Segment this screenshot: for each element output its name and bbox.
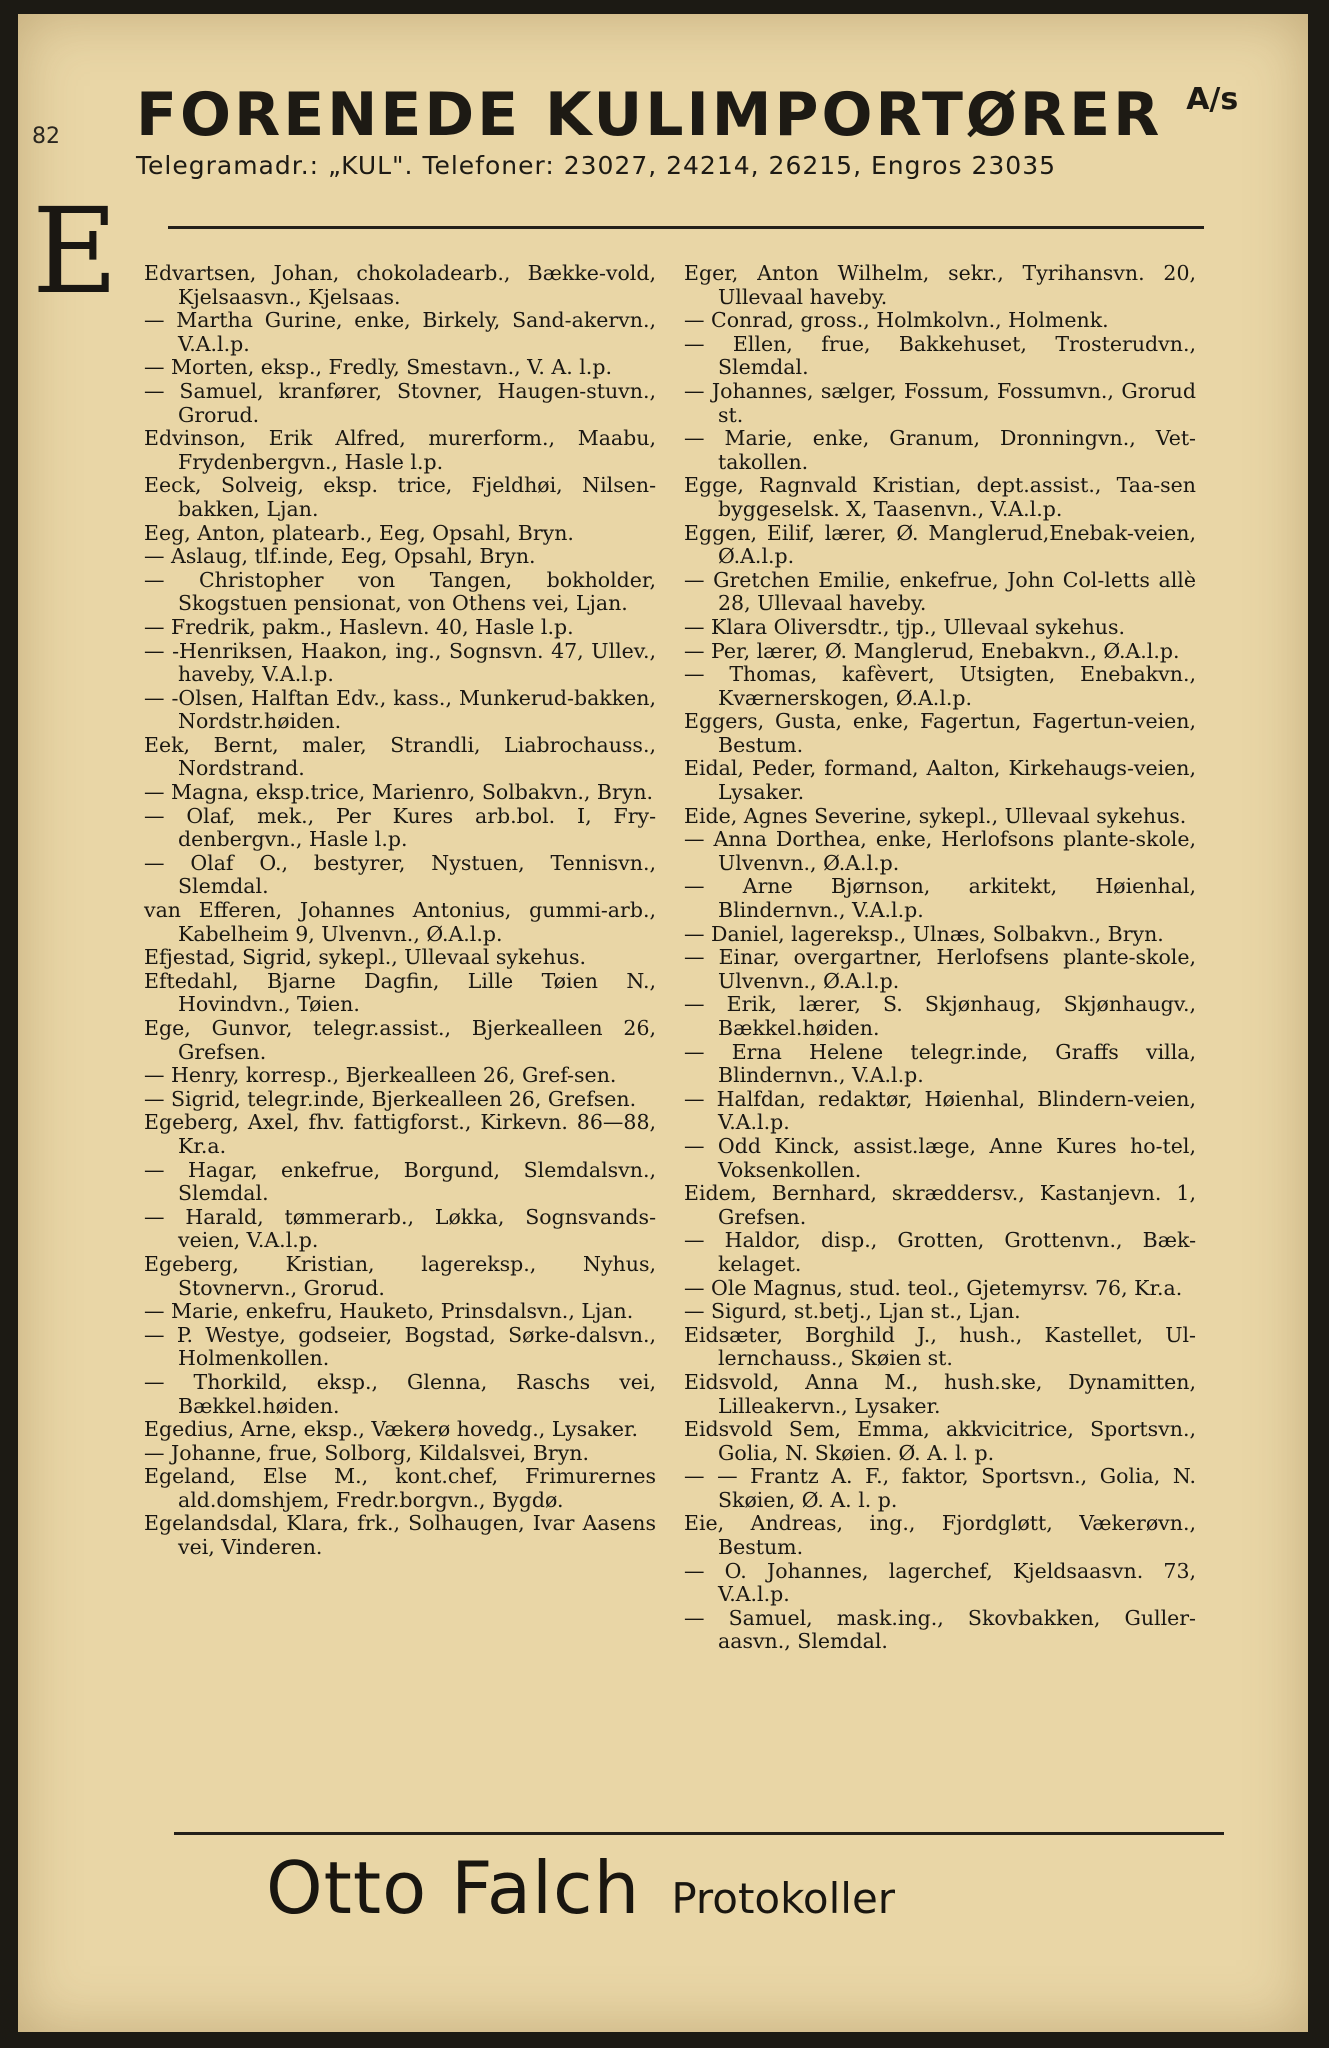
directory-entry: — Marie, enke, Granum, Dronningvn., Vet-takollen. <box>684 426 1196 474</box>
directory-entry: Eger, Anton Wilhelm, sekr., Tyrihansvn. 20, Ullevaal haveby. <box>684 261 1196 309</box>
directory-entry: — Fredrik, pakm., Haslevn. 40, Hasle l.p. <box>144 614 574 639</box>
directory-entry: Eeg, Anton, platearb., Eeg, Opsahl, Bryn. <box>144 520 574 545</box>
directory-entry: Egeberg, Kristian, lagereksp., Nyhus, Stovnervn., Grorud. <box>144 1251 656 1300</box>
directory-entry: Eie, Andreas, ing., Fjordgløtt, Vækerøvn., Bestum. <box>684 1511 1196 1560</box>
directory-entry: — Halfdan, redaktør, Høienhal, Blindern-veien, V.A.l.p. <box>684 1086 1196 1135</box>
directory-entry: — Arne Bjørnson, arkitekt, Høienhal, Blindernvn., V.A.l.p. <box>684 874 1196 923</box>
directory-entry: — -Olsen, Halftan Edv., kass., Munkerud-bakken, Nordstr.høiden. <box>144 685 656 734</box>
directory-entry: Eek, Bernt, maler, Strandli, Liabrochauss., Nordstrand. <box>144 732 656 781</box>
directory-entry: — Olaf O., bestyrer, Nystuen, Tennisvn., Slemdal. <box>144 850 656 899</box>
directory-entry: van Efferen, Johannes Antonius, gummi-arb., Kabelheim 9, Ulvenvn., Ø.A.l.p. <box>144 898 656 946</box>
directory-entry: — Erna Helene telegr.inde, Graffs villa, Blindernvn., V.A.l.p. <box>684 1039 1196 1088</box>
directory-entry: Egedius, Arne, eksp., Vækerø hovedg., Lysaker. <box>144 1417 639 1442</box>
directory-entry: Edvartsen, Johan, chokoladearb., Bække-vold, Kjelsaasvn., Kjelsaas. <box>144 261 656 309</box>
footer-product: Protokoller <box>671 1874 896 1923</box>
directory-entry: Eggers, Gusta, enke, Fagertun, Fagertun-veien, Bestum. <box>684 709 1196 757</box>
directory-entry: Eidsvold, Anna M., hush.ske, Dynamitten, Lilleakervn., Lysaker. <box>684 1369 1196 1418</box>
directory-entry: — Samuel, mask.ing., Skovbakken, Guller-aasvn., Slemdal. <box>684 1605 1196 1654</box>
directory-entry: — Odd Kinck, assist.læge, Anne Kures ho-tel, Voksenkollen. <box>684 1133 1196 1182</box>
directory-entry: — Sigrid, telegr.inde, Bjerkealleen 26, Grefsen. <box>144 1086 637 1111</box>
directory-entry: — Johannes, sælger, Fossum, Fossumvn., Grorud st. <box>684 378 1196 427</box>
company-suffix: A/s <box>1186 82 1239 117</box>
directory-entry: — Einar, overgartner, Herlofsens plante-skole, Ulvenvn., Ø.A.l.p. <box>684 945 1196 993</box>
directory-entry: Egeberg, Axel, fhv. fattigforst., Kirkevn. 86—88, Kr.a. <box>144 1110 656 1158</box>
page-number: 82 <box>32 124 60 149</box>
directory-entry: — Morten, eksp., Fredly, Smestavn., V. A. l.p. <box>144 355 612 380</box>
directory-entry: — — Frantz A. F., faktor, Sportsvn., Golia, N. Skøien, Ø. A. l. p. <box>684 1464 1196 1512</box>
directory-entry: Egge, Ragnvald Kristian, dept.assist., Taa-sen byggeselsk. X, Taasenvn., V.A.l.p. <box>684 473 1196 521</box>
directory-entry: — Ellen, frue, Bakkehuset, Trosterudvn., Slemdal. <box>684 331 1196 380</box>
directory-entry: Eftedahl, Bjarne Dagfin, Lille Tøien N., Hovindvn., Tøien. <box>144 968 656 1017</box>
directory-entry: — Daniel, lagereksp., Ulnæs, Solbakvn., Bryn. <box>684 921 1164 946</box>
company-name-line <box>136 80 1239 150</box>
directory-entry: — Erik, lærer, S. Skjønhaug, Skjønhaugv., Bækkel.høiden. <box>684 992 1196 1040</box>
directory-entry: — Ole Magnus, stud. teol., Gjetemyrsv. 76, Kr.a. <box>684 1275 1183 1300</box>
directory-entry: — Anna Dorthea, enke, Herlofsons plante-skole, Ulvenvn., Ø.A.l.p. <box>684 827 1196 875</box>
header-rule <box>168 226 1204 229</box>
directory-entry: — Sigurd, st.betj., Ljan st., Ljan. <box>684 1299 1021 1324</box>
right-column <box>684 262 1196 1654</box>
directory-entry: — Samuel, kranfører, Stovner, Haugen-stuvn., Grorud. <box>144 378 656 427</box>
directory-entry: Eeck, Solveig, eksp. trice, Fjeldhøi, Nilsen-bakken, Ljan. <box>144 473 656 521</box>
directory-entry: — Aslaug, tlf.inde, Eeg, Opsahl, Bryn. <box>144 544 536 569</box>
directory-entry: — Klara Oliversdtr., tjp., Ullevaal sykehus. <box>684 614 1126 639</box>
directory-entry: — Olaf, mek., Per Kures arb.bol. I, Fry-denbergvn., Hasle l.p. <box>144 803 656 852</box>
directory-entry: — Haldor, disp., Grotten, Grottenvn., Bæk-kelaget. <box>684 1228 1196 1276</box>
directory-entry: — Harald, tømmerarb., Løkka, Sognsvands-veien, V.A.l.p. <box>144 1204 656 1253</box>
directory-entry: Egelandsdal, Klara, frk., Solhaugen, Ivar Aasens vei, Vinderen. <box>144 1511 656 1560</box>
directory-entry: Eggen, Eilif, lærer, Ø. Manglerud,Enebak-veien, Ø.A.l.p. <box>684 520 1196 569</box>
directory-entry: — Conrad, gross., Holmkolvn., Holmenk. <box>684 308 1109 333</box>
directory-entry: Eidem, Bernhard, skræddersv., Kastanjevn. 1, Grefsen. <box>684 1181 1196 1229</box>
directory-entry: — Gretchen Emilie, enkefrue, John Col-letts allè 28, Ullevaal haveby. <box>684 567 1196 616</box>
directory-entry: Ege, Gunvor, telegr.assist., Bjerkealleen 26, Grefsen. <box>144 1016 656 1064</box>
directory-entry: — Marie, enkefru, Hauketo, Prinsdalsvn., Ljan. <box>144 1299 634 1324</box>
directory-entry: — Per, lærer, Ø. Manglerud, Enebakvn., Ø.A.l.p. <box>684 638 1180 663</box>
directory-entry: Edvinson, Erik Alfred, murerform., Maabu, Frydenbergvn., Hasle l.p. <box>144 426 656 474</box>
footer-advertisement <box>266 1846 895 1930</box>
directory-entry: Eide, Agnes Severine, sykepl., Ullevaal sykehus. <box>684 803 1187 828</box>
advertisement-header <box>136 80 1239 180</box>
directory-entry: — Johanne, frue, Solborg, Kildalsvei, Bryn. <box>144 1440 590 1465</box>
directory-entry: Efjestad, Sigrid, sykepl., Ullevaal sykehus. <box>144 945 587 970</box>
directory-entry: — Christopher von Tangen, bokholder, Skogstuen pensionat, von Othens vei, Ljan. <box>144 567 656 616</box>
directory-entry: — Magna, eksp.trice, Marienro, Solbakvn., Bryn. <box>144 780 654 805</box>
directory-entry: — O. Johannes, lagerchef, Kjeldsaasvn. 73, V.A.l.p. <box>684 1558 1196 1607</box>
directory-entry: — Henry, korresp., Bjerkealleen 26, Gref-sen. <box>144 1063 617 1088</box>
directory-entry: — Martha Gurine, enke, Birkely, Sand-akervn., V.A.l.p. <box>144 308 656 356</box>
directory-entry: — Hagar, enkefrue, Borgund, Slemdalsvn., Slemdal. <box>144 1157 656 1206</box>
footer-company-name: Otto Falch <box>266 1846 641 1930</box>
directory-entry: Egeland, Else M., kont.chef, Frimurernes ald.domshjem, Fredr.borgvn., Bygdø. <box>144 1464 656 1512</box>
directory-entry: — Thorkild, eksp., Glenna, Raschs vei, Bækkel.høiden. <box>144 1369 656 1418</box>
footer-rule <box>174 1832 1224 1835</box>
directory-page <box>18 14 1308 2032</box>
left-column <box>144 262 656 1560</box>
directory-entry: Eidal, Peder, formand, Aalton, Kirkehaugs-veien, Lysaker. <box>684 756 1196 805</box>
directory-entry: — -Henriksen, Haakon, ing., Sognsvn. 47, Ullev., haveby, V.A.l.p. <box>144 638 656 687</box>
company-name: FORENEDE KULIMPORTØRER <box>136 80 1163 150</box>
directory-entry: Eidsæter, Borghild J., hush., Kastellet, Ul-lernchauss., Skøien st. <box>684 1322 1196 1371</box>
directory-entry: — Thomas, kafèvert, Utsigten, Enebakvn., Kværnerskogen, Ø.A.l.p. <box>684 662 1196 710</box>
telegram-address: Telegramadr.: „KUL". Telefoner: 23027, 24214, 26215, Engros 23035 <box>136 151 1057 180</box>
section-letter: E <box>32 182 119 320</box>
directory-entry: Eidsvold Sem, Emma, akkvicitrice, Sportsvn., Golia, N. Skøien. Ø. A. l. p. <box>684 1417 1196 1465</box>
directory-entry: — P. Westye, godseier, Bogstad, Sørke-dalsvn., Holmenkollen. <box>144 1322 656 1371</box>
